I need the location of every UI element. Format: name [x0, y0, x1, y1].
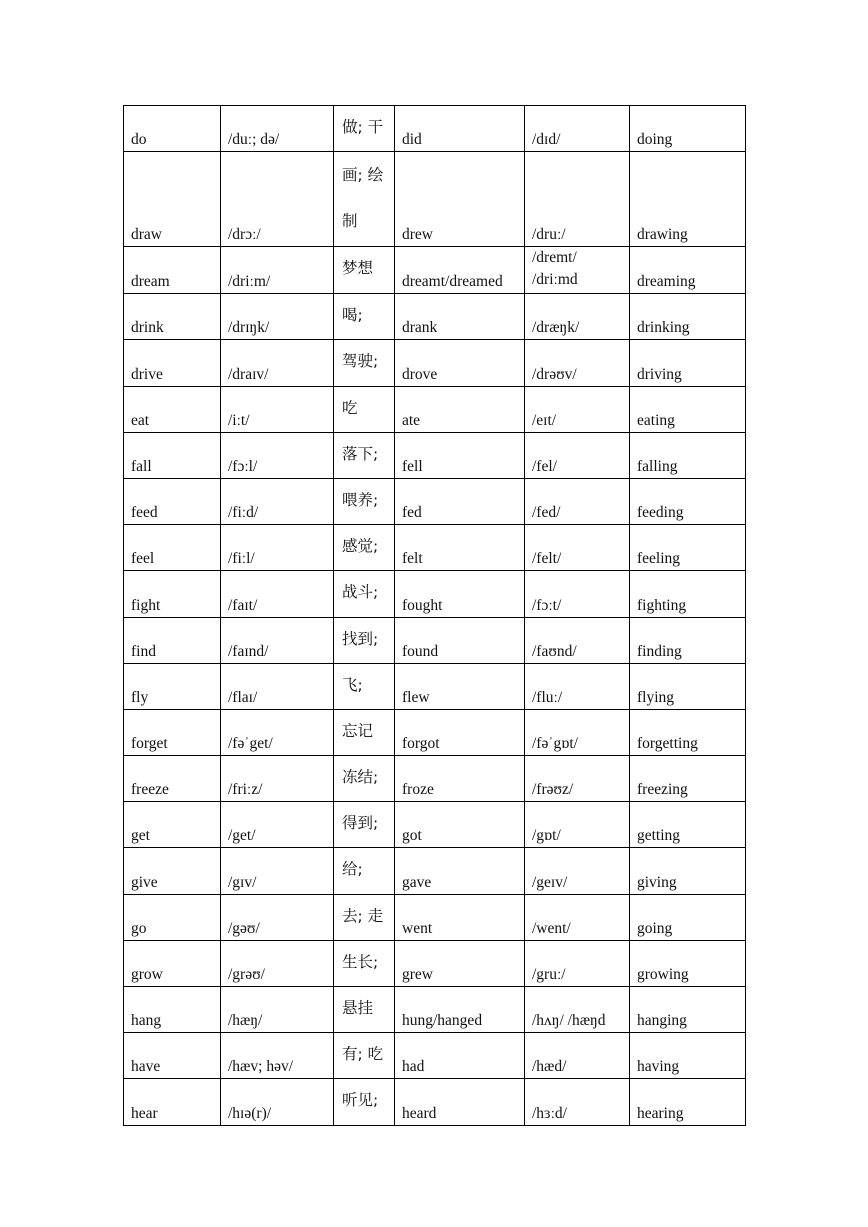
cell-phonetic-text: /grəʊ/	[228, 966, 265, 983]
cell-ing-form-text: going	[637, 919, 673, 937]
cell-word	[124, 894, 221, 940]
cell-past-tense	[395, 1079, 525, 1125]
cell-ing-form-text: freezing	[637, 781, 688, 799]
cell-ing-form-text: growing	[637, 966, 689, 983]
cell-meaning-text: 战斗;	[342, 583, 379, 602]
table-row	[124, 617, 746, 663]
cell-word-text: go	[131, 919, 147, 937]
cell-meaning-text: 找到;	[342, 629, 379, 648]
cell-meaning	[334, 1079, 395, 1125]
cell-ing-form-text: forgetting	[637, 735, 698, 753]
cell-word	[124, 432, 221, 478]
cell-past-tense	[395, 386, 525, 432]
cell-phonetic	[221, 940, 334, 986]
cell-word	[124, 294, 221, 340]
cell-meaning-text: 忘记	[342, 721, 374, 740]
cell-word-text: drink	[131, 319, 164, 337]
cell-phonetic-text: /draɪv/	[228, 365, 269, 383]
cell-ing-form	[630, 940, 746, 986]
cell-ing-form	[630, 340, 746, 386]
cell-past-phonetic-text: /drəʊv/	[532, 365, 577, 383]
cell-meaning-text: 有; 吃	[342, 1045, 384, 1064]
cell-past-phonetic	[525, 478, 630, 524]
cell-past-tense-text: forgot	[402, 735, 440, 753]
cell-ing-form	[630, 386, 746, 432]
cell-past-phonetic	[525, 802, 630, 848]
cell-phonetic	[221, 617, 334, 663]
cell-past-tense-text: had	[402, 1058, 425, 1076]
cell-meaning	[334, 709, 395, 755]
cell-word-text: give	[131, 873, 158, 891]
cell-ing-form-text: driving	[637, 365, 682, 383]
table-row	[124, 432, 746, 478]
cell-past-tense	[395, 478, 525, 524]
cell-past-tense	[395, 106, 525, 152]
cell-ing-form-text: dreaming	[637, 273, 696, 291]
cell-ing-form-text: eating	[637, 411, 675, 429]
cell-ing-form-text: falling	[637, 457, 678, 475]
cell-phonetic	[221, 340, 334, 386]
cell-ing-form-text: feeling	[637, 550, 681, 568]
cell-past-phonetic	[525, 152, 630, 247]
cell-phonetic-text: /hɪə(r)/	[228, 1104, 272, 1122]
cell-meaning-text: 生长;	[342, 952, 379, 971]
cell-ing-form	[630, 848, 746, 894]
cell-phonetic	[221, 571, 334, 617]
cell-word-text: freeze	[131, 781, 169, 799]
irregular-verb-table	[123, 105, 746, 1126]
cell-past-tense	[395, 152, 525, 247]
cell-past-phonetic	[525, 432, 630, 478]
cell-ing-form-text: fighting	[637, 596, 687, 614]
cell-ing-form-text: doing	[637, 131, 673, 149]
table-row	[124, 478, 746, 524]
cell-phonetic-text: /duː; də/	[228, 131, 280, 149]
cell-past-tense-text: drew	[402, 226, 433, 244]
cell-past-tense	[395, 571, 525, 617]
cell-meaning-text: 飞;	[342, 675, 363, 694]
cell-meaning	[334, 802, 395, 848]
cell-word-text: hang	[131, 1012, 162, 1030]
cell-past-tense-text: gave	[402, 873, 432, 891]
cell-phonetic	[221, 663, 334, 709]
cell-meaning-text: 吃	[342, 398, 358, 417]
cell-phonetic-text: /flaɪ/	[228, 688, 258, 706]
cell-word	[124, 1079, 221, 1125]
cell-word-text: grow	[131, 966, 163, 983]
cell-past-phonetic	[525, 1079, 630, 1125]
cell-word	[124, 571, 221, 617]
cell-past-phonetic	[525, 247, 630, 294]
cell-past-phonetic-text: /went/	[532, 919, 571, 937]
cell-past-tense-text: did	[402, 131, 422, 149]
cell-word	[124, 247, 221, 294]
cell-past-tense-text: fell	[402, 457, 423, 475]
cell-past-phonetic-text: /frəʊz/	[532, 781, 574, 799]
cell-meaning-text: 去; 走	[342, 906, 384, 925]
cell-word-text: forget	[131, 735, 168, 753]
cell-meaning-text: 画; 绘 制	[342, 166, 384, 231]
cell-past-tense	[395, 848, 525, 894]
cell-word	[124, 756, 221, 802]
cell-past-phonetic	[525, 987, 630, 1033]
cell-past-tense	[395, 894, 525, 940]
table-row	[124, 1079, 746, 1125]
cell-past-phonetic-text: /felt/	[532, 550, 562, 568]
cell-past-tense	[395, 432, 525, 478]
cell-word-text: find	[131, 642, 156, 660]
cell-past-phonetic-text: /hæd/	[532, 1058, 567, 1076]
cell-meaning-text: 得到;	[342, 814, 379, 833]
cell-past-phonetic	[525, 709, 630, 755]
cell-word-text: feel	[131, 550, 155, 568]
cell-past-phonetic-text: /dɪd/	[532, 131, 561, 149]
cell-ing-form	[630, 432, 746, 478]
cell-past-phonetic	[525, 386, 630, 432]
cell-ing-form	[630, 987, 746, 1033]
cell-ing-form	[630, 617, 746, 663]
cell-phonetic	[221, 802, 334, 848]
cell-word-text: get	[131, 827, 150, 845]
cell-past-phonetic	[525, 106, 630, 152]
cell-ing-form	[630, 571, 746, 617]
cell-meaning	[334, 340, 395, 386]
cell-ing-form-text: feeding	[637, 504, 684, 522]
cell-past-tense-text: flew	[402, 688, 430, 706]
cell-word-text: drive	[131, 365, 163, 383]
table-row	[124, 386, 746, 432]
cell-ing-form-text: hearing	[637, 1104, 684, 1122]
cell-past-phonetic-text: /hʌŋ/ /hæŋd	[532, 1012, 606, 1030]
cell-past-tense	[395, 294, 525, 340]
cell-phonetic	[221, 987, 334, 1033]
cell-meaning	[334, 106, 395, 152]
cell-past-phonetic	[525, 894, 630, 940]
cell-past-tense	[395, 247, 525, 294]
cell-ing-form	[630, 106, 746, 152]
cell-meaning-text: 落下;	[342, 444, 379, 463]
cell-word-text: eat	[131, 411, 150, 429]
cell-past-phonetic-text: /gruː/	[532, 966, 566, 983]
cell-phonetic-text: /iːt/	[228, 411, 250, 429]
cell-past-tense	[395, 1033, 525, 1079]
cell-meaning	[334, 756, 395, 802]
cell-word	[124, 987, 221, 1033]
cell-ing-form	[630, 525, 746, 571]
cell-phonetic-text: /fiːl/	[228, 550, 255, 568]
cell-past-tense	[395, 756, 525, 802]
cell-phonetic	[221, 432, 334, 478]
cell-meaning	[334, 617, 395, 663]
cell-meaning	[334, 432, 395, 478]
cell-meaning-text: 悬挂	[342, 999, 374, 1017]
table-row	[124, 940, 746, 986]
cell-past-phonetic-text: /druː/	[532, 226, 566, 244]
cell-phonetic	[221, 478, 334, 524]
cell-phonetic	[221, 1079, 334, 1125]
cell-past-phonetic	[525, 525, 630, 571]
cell-meaning	[334, 1033, 395, 1079]
cell-meaning	[334, 571, 395, 617]
table-row	[124, 1033, 746, 1079]
cell-past-tense	[395, 525, 525, 571]
cell-word	[124, 940, 221, 986]
cell-past-tense-text: felt	[402, 550, 423, 568]
cell-meaning	[334, 987, 395, 1033]
cell-phonetic	[221, 848, 334, 894]
cell-word-text: dream	[131, 273, 170, 291]
cell-past-tense	[395, 987, 525, 1033]
cell-past-tense-text: froze	[402, 781, 434, 799]
cell-past-tense-text: drove	[402, 365, 438, 383]
cell-past-phonetic-text: /fluː/	[532, 688, 563, 706]
cell-meaning-text: 感觉;	[342, 537, 379, 556]
cell-past-phonetic-text: /dremt/ /driːmd	[532, 249, 578, 289]
cell-word-text: do	[131, 131, 147, 149]
cell-meaning-text: 喝;	[342, 306, 363, 325]
cell-ing-form	[630, 663, 746, 709]
cell-past-phonetic	[525, 663, 630, 709]
cell-past-tense	[395, 940, 525, 986]
cell-phonetic	[221, 894, 334, 940]
table-row	[124, 247, 746, 294]
cell-past-tense-text: went	[402, 919, 433, 937]
cell-ing-form-text: having	[637, 1058, 680, 1076]
cell-phonetic-text: /gəʊ/	[228, 919, 260, 937]
cell-meaning	[334, 940, 395, 986]
cell-meaning	[334, 525, 395, 571]
table-row	[124, 294, 746, 340]
cell-past-tense	[395, 617, 525, 663]
cell-phonetic-text: /faɪnd/	[228, 642, 269, 660]
cell-meaning	[334, 663, 395, 709]
cell-phonetic-text: /fɔːl/	[228, 457, 258, 475]
cell-word	[124, 386, 221, 432]
cell-phonetic-text: /fəˈget/	[228, 735, 273, 753]
cell-meaning-text: 听见;	[342, 1091, 379, 1110]
cell-ing-form-text: getting	[637, 827, 681, 845]
table-row	[124, 709, 746, 755]
cell-past-phonetic-text: /dræŋk/	[532, 319, 580, 337]
cell-phonetic	[221, 247, 334, 294]
cell-ing-form-text: hanging	[637, 1012, 687, 1030]
cell-past-phonetic	[525, 848, 630, 894]
table-row	[124, 525, 746, 571]
cell-word	[124, 848, 221, 894]
table-row	[124, 152, 746, 247]
cell-past-phonetic	[525, 294, 630, 340]
cell-word-text: feed	[131, 504, 158, 522]
table-row	[124, 848, 746, 894]
cell-phonetic	[221, 294, 334, 340]
cell-past-phonetic-text: /fed/	[532, 504, 561, 522]
cell-meaning-text: 喂养;	[342, 490, 379, 509]
cell-phonetic	[221, 709, 334, 755]
cell-meaning	[334, 848, 395, 894]
cell-word	[124, 709, 221, 755]
cell-past-tense	[395, 340, 525, 386]
cell-ing-form	[630, 247, 746, 294]
cell-word	[124, 525, 221, 571]
cell-phonetic-text: /faɪt/	[228, 596, 258, 614]
cell-past-tense-text: got	[402, 827, 422, 845]
cell-word	[124, 478, 221, 524]
cell-past-phonetic-text: /gɒt/	[532, 827, 561, 845]
cell-ing-form	[630, 802, 746, 848]
cell-phonetic-text: /gɪv/	[228, 873, 257, 891]
cell-ing-form	[630, 1033, 746, 1079]
cell-past-tense-text: fought	[402, 596, 443, 614]
cell-past-phonetic-text: /fəˈgɒt/	[532, 735, 578, 753]
cell-phonetic	[221, 386, 334, 432]
cell-phonetic-text: /friːz/	[228, 781, 263, 799]
table-row	[124, 106, 746, 152]
cell-word	[124, 106, 221, 152]
cell-phonetic-text: /drɪŋk/	[228, 319, 270, 337]
cell-ing-form-text: drinking	[637, 319, 690, 337]
cell-meaning-text: 给;	[342, 860, 363, 879]
table-row	[124, 987, 746, 1033]
cell-meaning-text: 梦想	[342, 259, 374, 278]
cell-ing-form-text: flying	[637, 688, 675, 706]
cell-word	[124, 340, 221, 386]
cell-ing-form-text: drawing	[637, 226, 688, 244]
cell-past-phonetic-text: /faʊnd/	[532, 642, 577, 660]
cell-meaning	[334, 247, 395, 294]
cell-past-phonetic	[525, 756, 630, 802]
cell-past-tense-text: dreamt/dreamed	[402, 273, 503, 291]
cell-past-tense-text: hung/hanged	[402, 1012, 483, 1030]
table-row	[124, 802, 746, 848]
cell-ing-form	[630, 1079, 746, 1125]
cell-past-phonetic-text: /fɔːt/	[532, 596, 562, 614]
table-row	[124, 340, 746, 386]
cell-word	[124, 152, 221, 247]
cell-past-phonetic	[525, 1033, 630, 1079]
cell-phonetic	[221, 152, 334, 247]
cell-phonetic-text: /driːm/	[228, 273, 271, 291]
cell-past-phonetic	[525, 940, 630, 986]
cell-phonetic	[221, 756, 334, 802]
cell-word	[124, 663, 221, 709]
table-row	[124, 663, 746, 709]
cell-meaning	[334, 386, 395, 432]
cell-past-tense-text: fed	[402, 504, 422, 522]
cell-meaning	[334, 152, 395, 247]
cell-past-phonetic	[525, 340, 630, 386]
cell-meaning-text: 冻结;	[342, 768, 379, 787]
cell-word-text: fight	[131, 596, 161, 614]
cell-phonetic	[221, 106, 334, 152]
cell-past-phonetic	[525, 617, 630, 663]
cell-word-text: draw	[131, 226, 162, 244]
cell-phonetic-text: /get/	[228, 827, 256, 845]
cell-word	[124, 1033, 221, 1079]
cell-meaning	[334, 294, 395, 340]
cell-phonetic-text: /hæŋ/	[228, 1012, 263, 1030]
cell-past-phonetic-text: /eɪt/	[532, 411, 557, 429]
cell-word-text: fall	[131, 457, 152, 475]
cell-past-tense-text: found	[402, 642, 439, 660]
cell-phonetic-text: /drɔː/	[228, 226, 261, 244]
cell-word	[124, 802, 221, 848]
table-row	[124, 894, 746, 940]
cell-past-tense	[395, 663, 525, 709]
cell-past-tense-text: grew	[402, 966, 433, 983]
cell-word-text: fly	[131, 688, 149, 706]
cell-phonetic	[221, 525, 334, 571]
cell-word-text: hear	[131, 1104, 158, 1122]
table-body	[124, 106, 746, 1126]
cell-meaning-text: 驾驶;	[342, 352, 379, 371]
cell-past-tense	[395, 802, 525, 848]
cell-ing-form	[630, 756, 746, 802]
cell-past-phonetic	[525, 571, 630, 617]
cell-past-phonetic-text: /hɜːd/	[532, 1104, 567, 1122]
cell-phonetic-text: /hæv; həv/	[228, 1058, 294, 1076]
cell-ing-form	[630, 294, 746, 340]
table-row	[124, 756, 746, 802]
cell-phonetic	[221, 1033, 334, 1079]
cell-meaning	[334, 478, 395, 524]
cell-past-phonetic-text: /geɪv/	[532, 873, 568, 891]
cell-past-phonetic-text: /fel/	[532, 457, 557, 475]
cell-meaning	[334, 894, 395, 940]
cell-word-text: have	[131, 1058, 161, 1076]
cell-ing-form	[630, 894, 746, 940]
cell-ing-form-text: giving	[637, 873, 677, 891]
cell-word	[124, 617, 221, 663]
cell-ing-form	[630, 152, 746, 247]
cell-past-tense-text: heard	[402, 1104, 437, 1122]
cell-ing-form	[630, 709, 746, 755]
cell-past-tense	[395, 709, 525, 755]
cell-ing-form	[630, 478, 746, 524]
cell-meaning-text: 做; 干	[342, 118, 384, 136]
cell-ing-form-text: finding	[637, 642, 682, 660]
table-row	[124, 571, 746, 617]
cell-past-tense-text: drank	[402, 319, 438, 337]
cell-past-tense-text: ate	[402, 411, 421, 429]
cell-phonetic-text: /fiːd/	[228, 504, 259, 522]
